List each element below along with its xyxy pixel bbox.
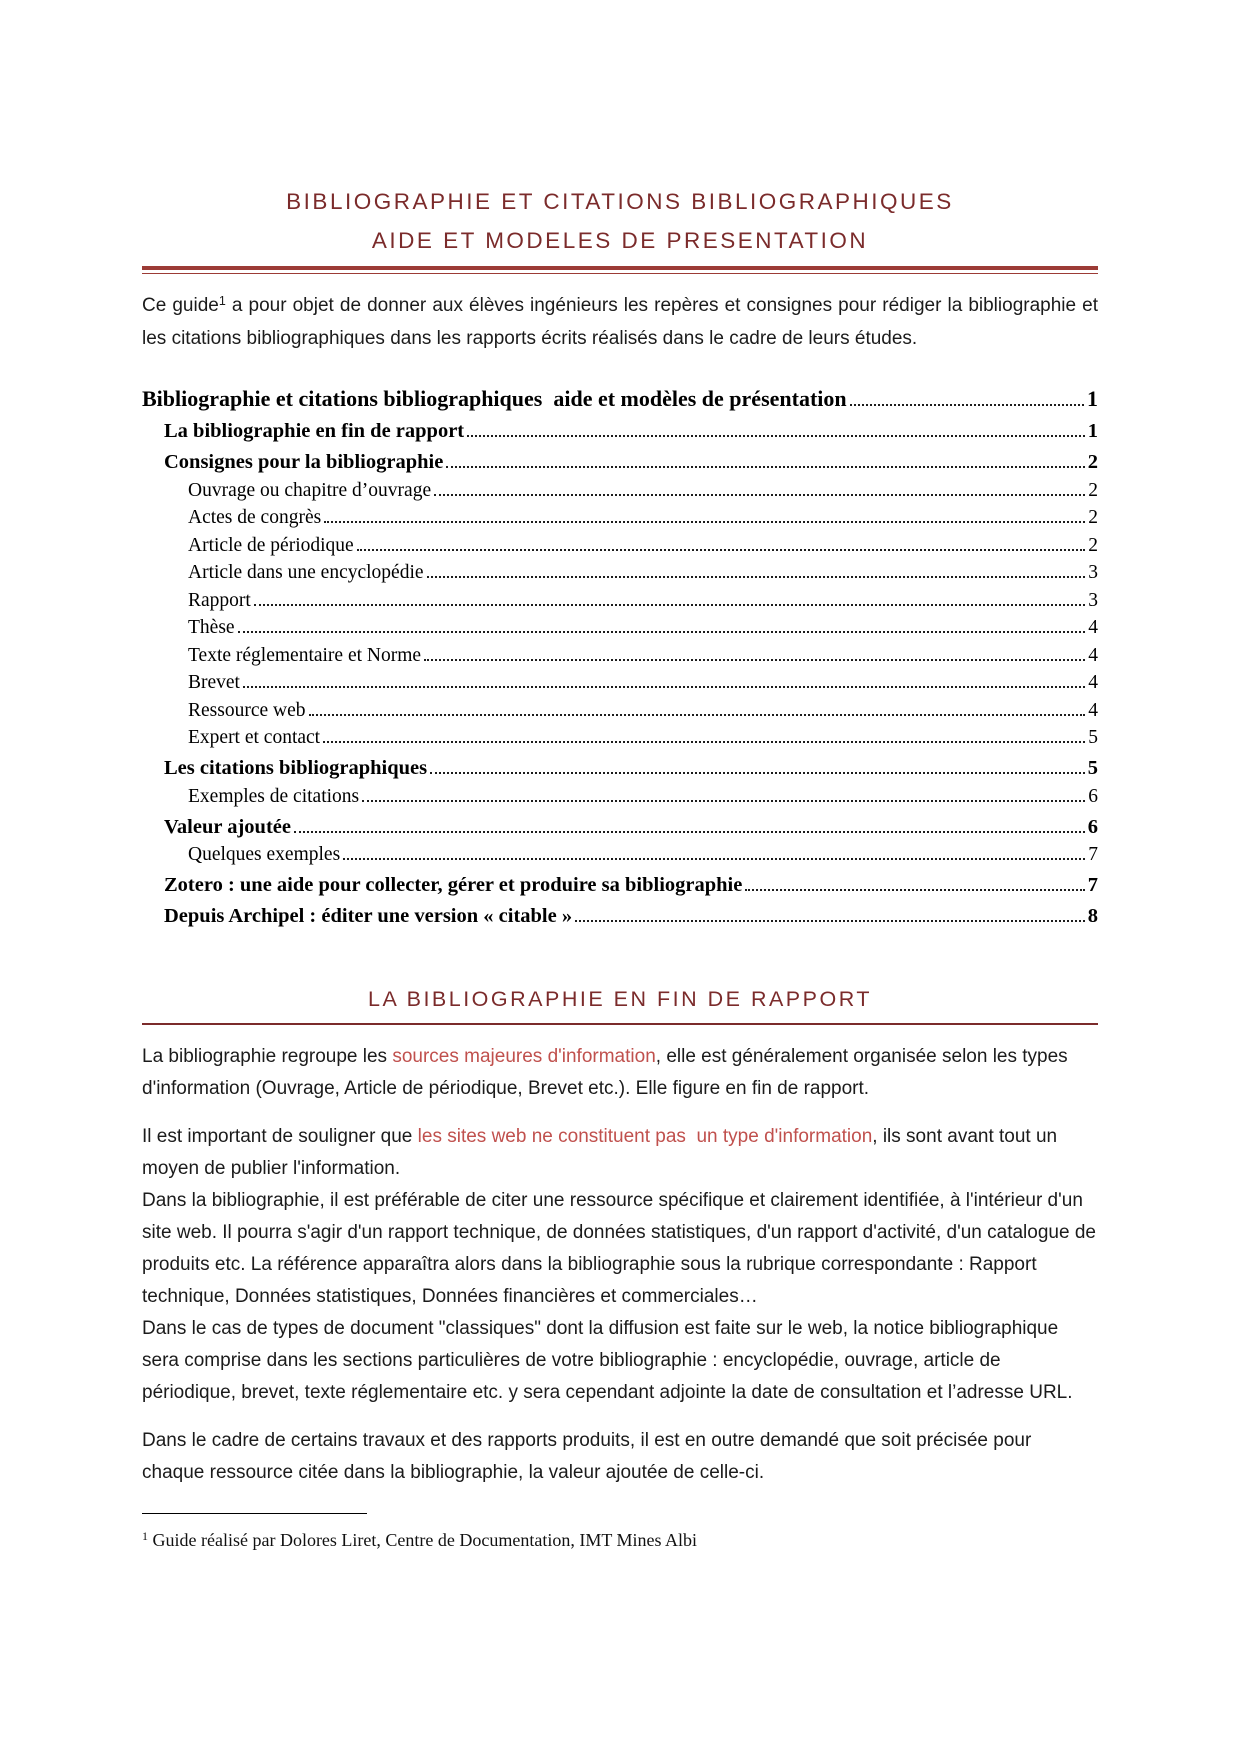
toc-entry-label: Quelques exemples — [188, 844, 341, 865]
footnote-marker: 1 — [142, 1529, 148, 1543]
toc-page-number: 5 — [1088, 727, 1098, 748]
toc-entry[interactable] — [142, 639, 1098, 667]
toc-dot-leader — [446, 466, 1084, 468]
document-title-line2: AIDE ET MODELES DE PRESENTATION — [371, 228, 869, 253]
toc-dot-leader — [434, 494, 1085, 496]
toc-entry-label: Zotero : une aide pour collecter, gérer et produire sa bibliographie — [164, 874, 743, 896]
page-content — [142, 0, 1098, 1552]
section-heading: LA BIBLIOGRAPHIE EN FIN DE RAPPORT — [368, 987, 872, 1011]
toc-page-number: 4 — [1088, 699, 1098, 721]
toc-entry[interactable] — [142, 897, 1098, 928]
toc-entry-label: Brevet — [188, 672, 240, 693]
toc-entry-label: Texte réglementaire et Norme — [188, 644, 422, 666]
paragraph-text: , ils sont avant tout un moyen de publier l'information. — [142, 1126, 1058, 1179]
toc-dot-leader — [343, 858, 1085, 860]
toc-dot-leader — [324, 521, 1085, 523]
paragraph-text: Il est important de souligner que — [142, 1126, 418, 1147]
toc-entry-label: Consignes pour la bibliographie — [164, 451, 444, 473]
toc-entry[interactable] — [142, 694, 1098, 722]
toc-entry[interactable] — [142, 474, 1098, 502]
toc-entry-label: La bibliographie en fin de rapport — [164, 420, 465, 442]
paragraph-sites-web — [142, 1121, 1098, 1185]
toc-page-number: 1 — [1087, 420, 1098, 442]
toc-entry[interactable] — [142, 780, 1098, 808]
intro-paragraph — [142, 289, 1098, 355]
footnote-text: Guide réalisé par Dolores Liret, Centre de Documentation, IMT Mines Albi — [148, 1530, 698, 1550]
toc-page-number: 2 — [1088, 534, 1098, 556]
paragraph-valeur-ajoutee: Dans le cadre de certains travaux et des rapports produits, il est en outre demandé que soit précisée pour chaque ressource citée dans la bibliographie, la valeur ajoutée de celle-ci. — [142, 1430, 1032, 1483]
toc-dot-leader — [850, 404, 1084, 406]
toc-page-number: 8 — [1087, 905, 1098, 927]
toc-page-number: 3 — [1088, 589, 1098, 611]
document-title-line1: BIBLIOGRAPHIE ET CITATIONS BIBLIOGRAPHIQUES — [286, 189, 954, 214]
toc-entry-label: Bibliographie et citations bibliographiques aide et modèles de présentation — [142, 386, 847, 411]
toc-dot-leader — [238, 631, 1086, 633]
toc-dot-leader — [575, 920, 1085, 922]
toc-page-number: 6 — [1087, 815, 1098, 838]
toc-entry-label: Actes de congrès — [188, 507, 322, 528]
highlighted-text-sources-majeures: sources majeures d'information — [392, 1046, 656, 1067]
toc-dot-leader — [427, 576, 1086, 578]
toc-page-number: 5 — [1087, 757, 1098, 779]
toc-entry-label: Exemples de citations — [188, 785, 360, 807]
toc-dot-leader — [362, 800, 1085, 802]
toc-entry[interactable] — [142, 502, 1098, 530]
toc-dot-leader — [430, 772, 1085, 774]
toc-entry[interactable] — [142, 529, 1098, 557]
toc-dot-leader — [323, 741, 1085, 743]
toc-page-number: 2 — [1088, 507, 1098, 528]
toc-dot-leader — [467, 435, 1085, 437]
title-divider-rule — [142, 266, 1098, 274]
toc-page-number: 4 — [1088, 672, 1098, 693]
section-heading-rule — [142, 1023, 1098, 1025]
toc-page-number: 7 — [1088, 844, 1098, 865]
toc-entry-label: Thèse — [188, 617, 235, 638]
paragraph-text: , elle est généralement organisée selon les types d'information (Ouvrage, Article de périodique, Brevet etc.). Elle figure en fin de rapport. — [142, 1046, 1068, 1099]
toc-page-number: 4 — [1088, 644, 1098, 666]
intro-text-after-ref: a pour objet de donner aux élèves ingénieurs les repères et consignes pour rédiger la bibliographie et les citations bibliographiques dans les rapports écrits réalisés dans le cadre de leurs études. — [142, 295, 1098, 349]
toc-page-number: 4 — [1088, 617, 1098, 638]
toc-entry-label: Rapport — [188, 589, 251, 611]
toc-entry-label: Article dans une encyclopédie — [188, 562, 424, 583]
footnote-reference: 1 — [218, 294, 226, 308]
toc-dot-leader — [243, 686, 1085, 688]
toc-page-number: 2 — [1088, 479, 1098, 501]
highlighted-text-sites-web: les sites web ne constituent pas un type d'information — [417, 1126, 873, 1147]
footnote — [142, 1524, 1098, 1552]
toc-page-number: 3 — [1088, 562, 1098, 583]
toc-dot-leader — [745, 889, 1084, 891]
toc-page-number: 2 — [1087, 451, 1098, 473]
toc-page-number: 6 — [1088, 785, 1098, 807]
toc-entry[interactable] — [142, 722, 1098, 750]
toc-entry-label: Les citations bibliographiques — [164, 757, 428, 779]
toc-entry-label: Valeur ajoutée — [164, 815, 291, 838]
toc-dot-leader — [424, 659, 1085, 661]
toc-dot-leader — [357, 549, 1086, 551]
toc-entry-label: Expert et contact — [188, 727, 321, 748]
toc-page-number: 7 — [1087, 874, 1098, 896]
toc-dot-leader — [294, 831, 1085, 833]
toc-entry[interactable] — [142, 866, 1098, 897]
table-of-contents — [142, 375, 1098, 928]
toc-entry[interactable] — [142, 557, 1098, 585]
toc-entry[interactable] — [142, 443, 1098, 474]
toc-dot-leader — [309, 714, 1086, 716]
toc-entry[interactable] — [142, 412, 1098, 443]
paragraph-text: La bibliographie regroupe les — [142, 1046, 393, 1067]
paragraph-ressource-specifique: Dans la bibliographie, il est préférable de citer une ressource spécifique et clairement identifiée, à l'intérieur d'un site web. Il pourra s'agir d'un rapport technique, de données statistiques, d'un rapport d'activité, d'un catalogue de produits etc. La référence apparaîtra alors dans la bibliographie sous la rubrique correspondante : Rapport technique, Données statistiques, Données financières et commerciales… — [142, 1190, 1096, 1307]
paragraph-documents-classiques: Dans le cas de types de document "classiques" dont la diffusion est faite sur le web, la notice bibliographique sera comprise dans les sections particulières de votre bibliographie : encyclopédie, ouvrage, article de périodique, brevet, texte réglementaire etc. y sera cependant adjointe la date de consultation et l’adresse URL. — [142, 1318, 1073, 1403]
toc-entry-label: Article de périodique — [188, 534, 354, 556]
toc-entry-label: Ouvrage ou chapitre d’ouvrage — [188, 479, 432, 501]
paragraph-bibliography-overview — [142, 1041, 1098, 1105]
toc-entry[interactable] — [142, 749, 1098, 780]
intro-text-before-ref: Ce guide — [142, 295, 219, 316]
toc-entry-label: Depuis Archipel : éditer une version « citable » — [164, 905, 573, 927]
toc-entry[interactable] — [142, 584, 1098, 612]
toc-entry[interactable] — [142, 375, 1098, 412]
footnote-separator — [142, 1513, 367, 1514]
toc-entry-label: Ressource web — [188, 699, 306, 721]
toc-entry[interactable] — [142, 612, 1098, 640]
toc-entry[interactable] — [142, 808, 1098, 839]
toc-entry[interactable] — [142, 839, 1098, 867]
document-title — [142, 182, 1098, 260]
toc-dot-leader — [254, 604, 1085, 606]
toc-page-number: 1 — [1087, 386, 1098, 411]
toc-entry[interactable] — [142, 667, 1098, 695]
